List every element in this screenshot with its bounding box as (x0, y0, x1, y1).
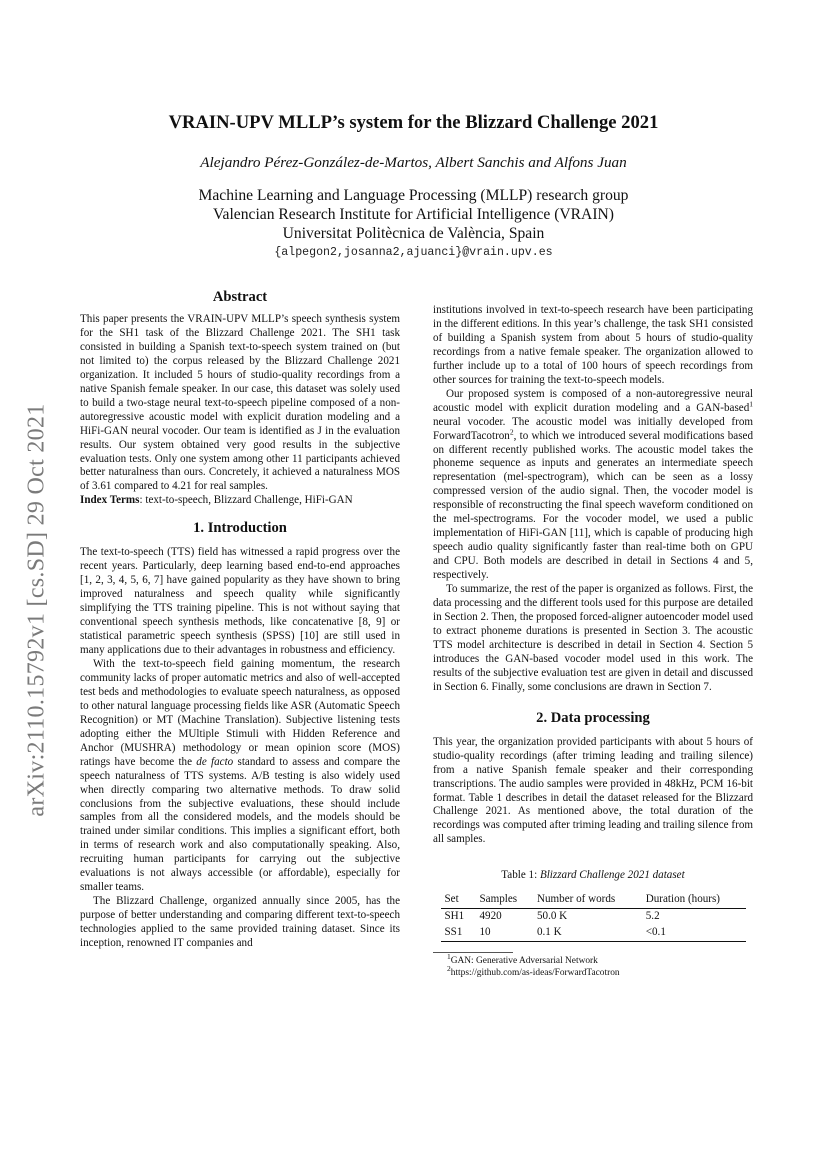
data-processing-heading: 2. Data processing (536, 709, 650, 726)
table-cell: SS1 (444, 926, 463, 939)
table-cell: 10 (479, 926, 491, 939)
table-cell: 0.1 K (536, 926, 562, 939)
index-terms-label: Index Terms (80, 494, 140, 507)
author-emails: {alpegon2,josanna2,ajuanci}@vrain.upv.es (274, 246, 553, 259)
footnote-1: $^1$GAN: Generative Adversarial Network (447, 952, 598, 967)
intro-paragraph-3: The Blizzard Challenge, organized annually since 2005, has the purpose of better understanding and comparing different text-to-speech technologies applied to the same provided training dataset. Since its inception, renowned IT companies and (80, 895, 400, 950)
table-1-title: Blizzard Challenge 2021 dataset (539, 869, 685, 882)
affiliation-line-2: Valencian Research Institute for Artificial Intelligence (VRAIN) (213, 206, 614, 223)
arxiv-identifier (22, 370, 52, 850)
data-processing-paragraph-1: This year, the organization provided participants with about 5 hours of studio-quality recordings (after triming leading and trailing silence) from a native Spanish female speaker and their corresponding transcriptions. The audio samples were provided in 48kHz, PCM 16-bit format. Table 1 describes in detail the dataset released for the Blizzard Challenge 2021. As mentioned above, the total duration of the recordings was computed after triming leading and trailing silence from all samples. (433, 735, 753, 846)
affiliation-line-1: Machine Learning and Language Processing (MLLP) research group (198, 187, 629, 204)
table-cell: 50.0 K (536, 910, 568, 923)
index-terms-list: : text-to-speech, Blizzard Challenge, HiFi-GAN (139, 494, 353, 507)
footnote-divider (433, 952, 513, 953)
table-header-cell: Set (444, 893, 459, 906)
intro-paragraph-1: The text-to-speech (TTS) field has witnessed a rapid progress over the recent years. Particularly, deep learning based end-to-end approaches [1, 2, 3, 4, 5, 6, 7] have gained popularity as they have shown to bring improved naturalness and speech quality while significantly simplifying the TTS training pipeline. This is not without saying that conventional speech synthesis methods, like concatenative [8, 9] or statistical parametric speech synthesis (SPSS) [10] are still used in many applications due to their advantages in robustness and efficiency. (80, 546, 400, 657)
table-header-cell: Duration (hours) (645, 893, 720, 906)
abstract-text: This paper presents the VRAIN-UPV MLLP’s speech synthesis system for the SH1 task of the Blizzard Challenge 2021. The SH1 task consisted in building a Spanish text-to-speech system trained on (but not limited to) the corpus released by the Blizzard Challenge 2021 organization. It included 5 hours of studio-quality recordings from a native Spanish female speaker. In our case, this dataset was solely used to build a two-stage neural text-to-speech pipeline composed of a non-autoregressive acoustic model with explicit duration modeling and a HiFi-GAN neural vocoder. Our team is identified as J in the evaluation results. Our system obtained very good results in the subjective evaluation tests. Only one system among other 11 participants achieved better naturalness than ours. Concretely, it achieved a naturalness MOS of 3.61 compared to 4.21 for real samples. (80, 313, 400, 493)
table-cell: SH1 (444, 910, 465, 923)
footnote-ref-2: 2 (509, 426, 514, 436)
emphasis-de-facto: de facto (196, 755, 234, 768)
intro-paragraph-2: With the text-to-speech field gaining momentum, the research community lacks of proper automatic metrics and also of well-accepted test beds and methodologies to evaluate speech naturalness, as opposed to other natural language processing fields like ASR (Automatic Speech Recognition) or MT (Machine Translation). Subjective listening tests adopting either the MUltiple Stimuli with Hidden Reference and Anchor (MUSHRA) methodology or mean opinion score (MOS) ratings have become the de facto standard to assess and compare the speech naturalness of TTS systems. A/B testing is also widely used when directly comparing two alternative methods. To draw solid conclusions from the subjective evaluations, these should include samples from all the considered models, and the models should be trained under similar conditions. This implies a significant effort, both in terms of research work and also computationally speaking. Also, recruiting human participants for carrying out the subjective evaluations is not always accessible (or affordable), especially for smaller teams. (80, 657, 400, 894)
paper-title: VRAIN-UPV MLLP’s system for the Blizzard Challenge 2021 (168, 112, 659, 133)
affiliation-line-3: Universitat Politècnica de València, Spain (282, 225, 545, 242)
intro-paragraph-6: To summarize, the rest of the paper is organized as follows. First, the data processing and the different tools used for this purpose are detailed in Section 2. Then, the proposed forced-aligner autoencoder model used to extract phoneme durations is presented in Section 3. The acoustic TTS model architecture is described in detail in Section 4. Section 5 introduces the GAN-based vocoder model used in this work. The results of the subjective evaluation test are given in detail and discussed in Section 6. Finally, some conclusions are drawn in Section 7. (433, 583, 753, 693)
abstract-heading: Abstract (212, 289, 268, 305)
table-cell: 4920 (479, 910, 502, 923)
table-header-cell: Samples (479, 893, 518, 906)
footnote-ref-1: 1 (749, 398, 753, 408)
affiliation (0, 186, 827, 243)
table-1 (441, 892, 746, 942)
table-header-row (441, 892, 746, 908)
table-row (441, 925, 746, 941)
index-terms (80, 494, 400, 508)
table-1-caption: Table 1: Blizzard Challenge 2021 dataset (501, 869, 685, 882)
right-column (433, 304, 753, 979)
intro-paragraph-5: Our proposed system is composed of a non-autoregressive neural acoustic model with explicit duration modeling and a GAN-based$^1$ neural vocoder. The acoustic model was initially developed from ForwardTacotron$^2$, to which we introduced several modifications based on different recently published works. The acoustic model takes the phoneme sequence as inputs and generates an intermediate speech representation (mel-spectrogram), which can be seen as a lossy compressed version of the audio signal. Then, the vocoder model is responsible of reconstructing the final speech waveform conditioned on the mel-spectrograms. For the vocoder model, we used a public implementation of HiFi-GAN [11], which is capable of producing high speech audio quality significantly faster than real-time both on GPU and CPU. Both models are described in detail in Sections 4 and 5, respectively. (433, 387, 753, 582)
table-cell: <0.1 (645, 926, 666, 939)
table-row (441, 909, 746, 925)
arxiv-identifier-text: arXiv:2110.15792v1 [cs.SD] 29 Oct 2021 (23, 403, 50, 817)
intro-paragraph-4: institutions involved in text-to-speech research have been participating in the different editions. In this year’s challenge, the task SH1 consisted of building a Spanish system from about 5 hours of studio-quality recordings from a native female speaker. The organization allowed to further include up to a total of 100 hours of speech recordings from other sources for training the text-to-speech models. (433, 304, 753, 386)
author-list: Alejandro Pérez-González-de-Martos, Albert Sanchis and Alfons Juan (200, 154, 627, 171)
table-cell: 5.2 (645, 910, 660, 923)
left-column (80, 288, 400, 951)
table-header-cell: Number of words (536, 893, 616, 906)
introduction-heading: 1. Introduction (193, 520, 287, 537)
footnote-2: $^2$https://github.com/as-ideas/ForwardTacotron (447, 963, 620, 978)
